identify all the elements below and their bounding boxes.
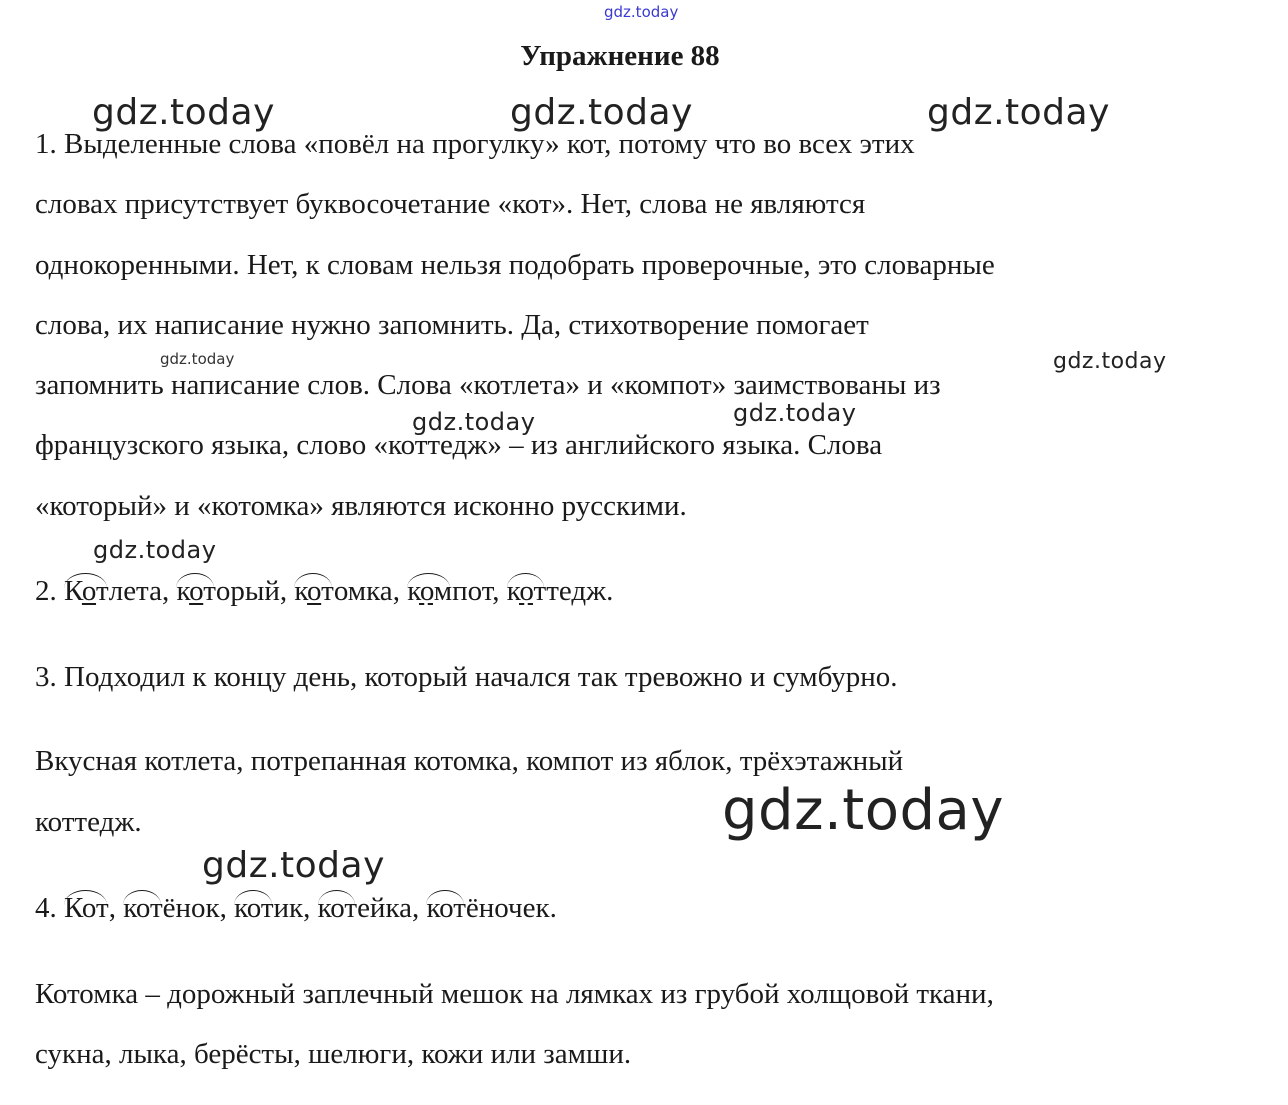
word-root: ком [407, 575, 453, 607]
paragraph1-line: однокоренными. Нет, к словам нельзя подобрать проверочные, это словарные [35, 249, 995, 281]
word-root: кот [317, 892, 358, 924]
paragraph1-line: слова, их написание нужно запомнить. Да, стихотворение помогает [35, 309, 869, 341]
watermark: gdz.today [927, 92, 1110, 133]
watermark: gdz.today [92, 92, 275, 133]
root-marked-word: коттедж [506, 575, 607, 607]
paragraph1-line: 1. Выделенные слова «повёл на прогулку» кот, потому что во всех этих [35, 128, 915, 160]
paragraph1-line: словах присутствует буквосочетание «кот». Нет, слова не являются [35, 188, 866, 220]
word-root: кот [294, 575, 334, 607]
exercise-title: Упражнение 88 [520, 40, 720, 72]
item4-line [35, 892, 557, 925]
watermark: gdz.today [93, 536, 217, 564]
word-root: кот [234, 892, 274, 924]
watermark: gdz.today [160, 350, 235, 368]
item2-word-list: Котлета, который, котомка, компот, коттедж. [64, 575, 614, 607]
word-root: кот [123, 892, 163, 924]
item4-number: 4. [35, 892, 57, 924]
item2-number: 2. [35, 575, 57, 607]
definition-line: Котомка – дорожный заплечный мешок на лямках из грубой холщовой ткани, [35, 978, 994, 1010]
paragraph1-line: «который» и «котомка» являются исконно русскими. [35, 490, 687, 522]
item2-line [35, 575, 613, 608]
paragraph1-line: французского языка, слово «коттедж» – из английского языка. Слова [35, 429, 883, 461]
watermark: gdz.today [510, 92, 693, 133]
watermark: gdz.today [202, 845, 385, 886]
watermark: gdz.today [1053, 349, 1167, 374]
root-marked-word: который [176, 575, 280, 607]
item4-word-list: Кот, котёнок, котик, котейка, котёночек. [64, 892, 557, 924]
watermark: gdz.today [722, 778, 1005, 843]
root-marked-word: Котлета [64, 575, 162, 607]
paragraph1-line: запомнить написание слов. Слова «котлета» и «компот» заимствованы из [35, 369, 941, 401]
root-marked-word: котомка [294, 575, 393, 607]
word-root: кот [176, 575, 216, 607]
watermark-top: gdz.today [604, 3, 679, 21]
word-root: Кот [64, 892, 109, 924]
phrases-line: коттедж. [35, 806, 142, 838]
watermark: gdz.today [412, 408, 536, 436]
root-marked-word: котик [234, 892, 304, 924]
root-marked-word: котёночек [426, 892, 550, 924]
word-root: кот [506, 575, 547, 607]
root-marked-word [64, 892, 109, 924]
word-root: Кот [64, 575, 109, 607]
root-marked-word: котёнок [123, 892, 220, 924]
root-marked-word: котейка [317, 892, 412, 924]
word-root: кот [426, 892, 466, 924]
phrases-line: Вкусная котлета, потрепанная котомка, компот из яблок, трёхэтажный [35, 745, 904, 777]
definition-line: сукна, лыка, берёсты, шелюги, кожи или замши. [35, 1038, 632, 1070]
item3-line: 3. Подходил к концу день, который начался так тревожно и сумбурно. [35, 661, 898, 693]
root-marked-word: компот [407, 575, 493, 607]
watermark: gdz.today [733, 399, 857, 427]
